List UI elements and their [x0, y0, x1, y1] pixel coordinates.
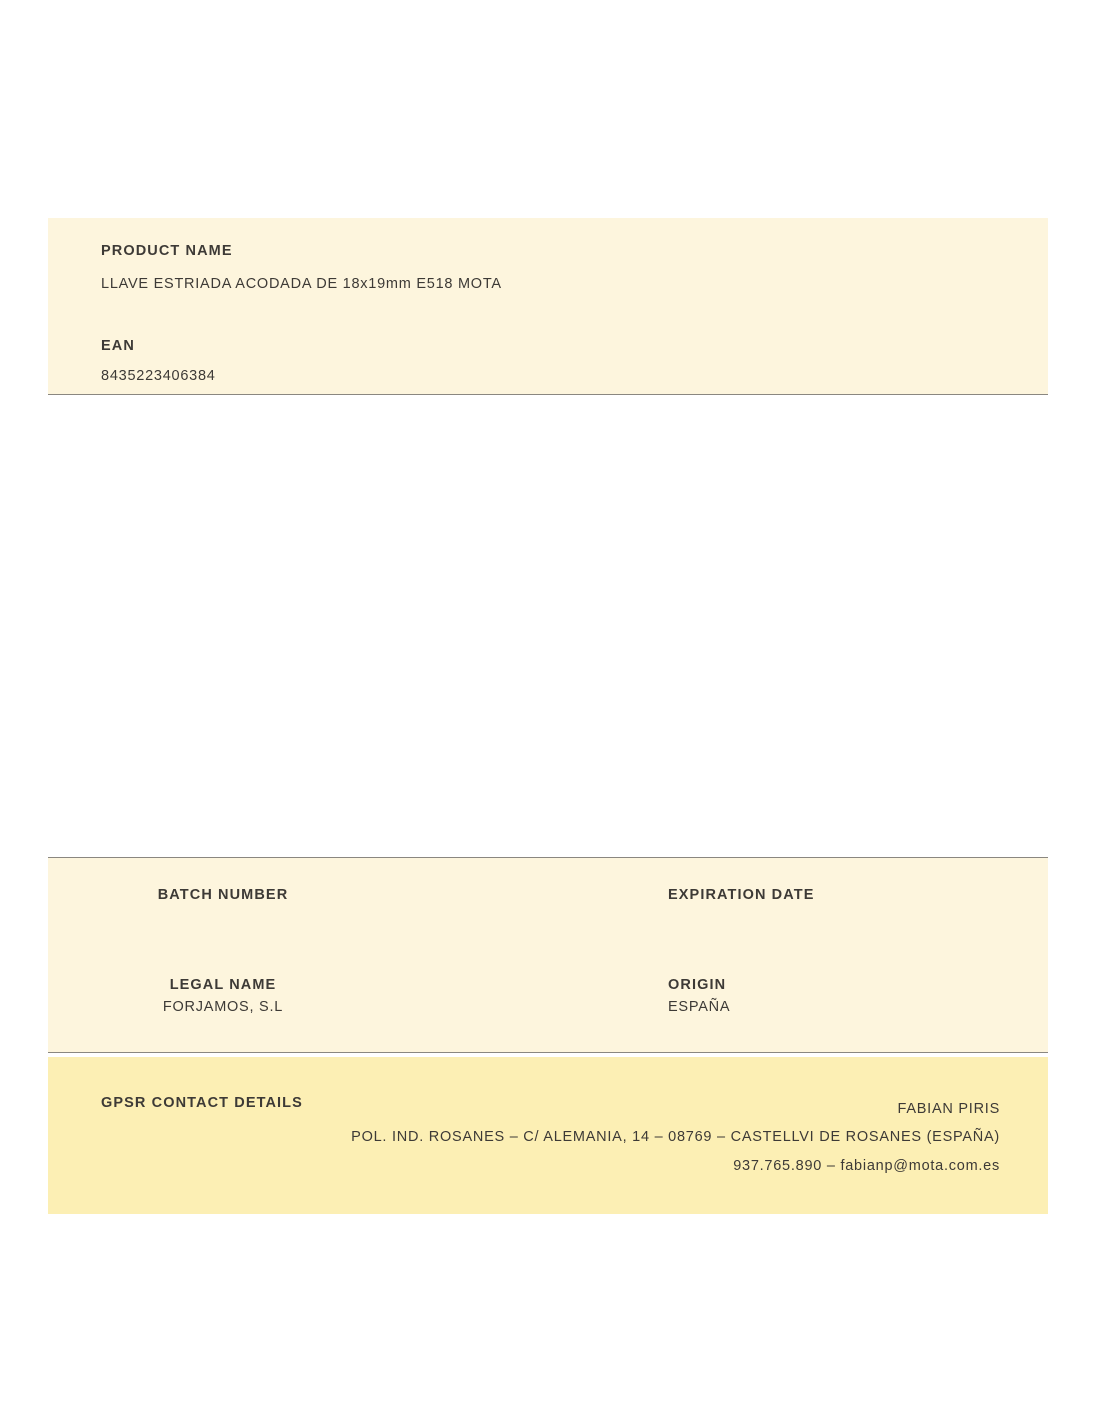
gpsr-contact-lines — [351, 1095, 1000, 1180]
legal-name-value: FORJAMOS, S.L — [162, 999, 284, 1016]
ean-label: EAN — [101, 337, 135, 354]
origin-cell — [668, 976, 1048, 1016]
product-name-label: PRODUCT NAME — [101, 243, 233, 259]
legal-name-label: LEGAL NAME — [169, 977, 277, 993]
gpsr-title: GPSR CONTACT DETAILS — [101, 1095, 303, 1111]
gpsr-phone-email: 937.765.890 – fabianp@mota.com.es — [733, 1157, 1000, 1174]
product-details-block — [48, 857, 1048, 1053]
expiration-date-cell — [668, 886, 1048, 908]
ean-value: 8435223406384 — [101, 368, 216, 385]
batch-expiration-row — [48, 886, 1048, 908]
legal-origin-row — [48, 976, 1048, 1016]
product-name-value: LLAVE ESTRIADA ACODADA DE 18x19mm E518 MOTA — [101, 276, 502, 293]
batch-number-label: BATCH NUMBER — [157, 887, 289, 903]
product-info-block — [48, 218, 1048, 395]
gpsr-contact-person: FABIAN PIRIS — [897, 1101, 1000, 1117]
origin-value: ESPAÑA — [668, 999, 731, 1016]
legal-name-cell — [48, 976, 668, 1016]
expiration-date-label: EXPIRATION DATE — [668, 887, 815, 903]
gpsr-address: POL. IND. ROSANES – C/ ALEMANIA, 14 – 08769 – CASTELLVI DE ROSANES (ESPAÑA) — [351, 1129, 1000, 1146]
origin-label: ORIGIN — [668, 977, 727, 993]
batch-number-cell — [48, 886, 668, 908]
gpsr-contact-block — [48, 1057, 1048, 1214]
